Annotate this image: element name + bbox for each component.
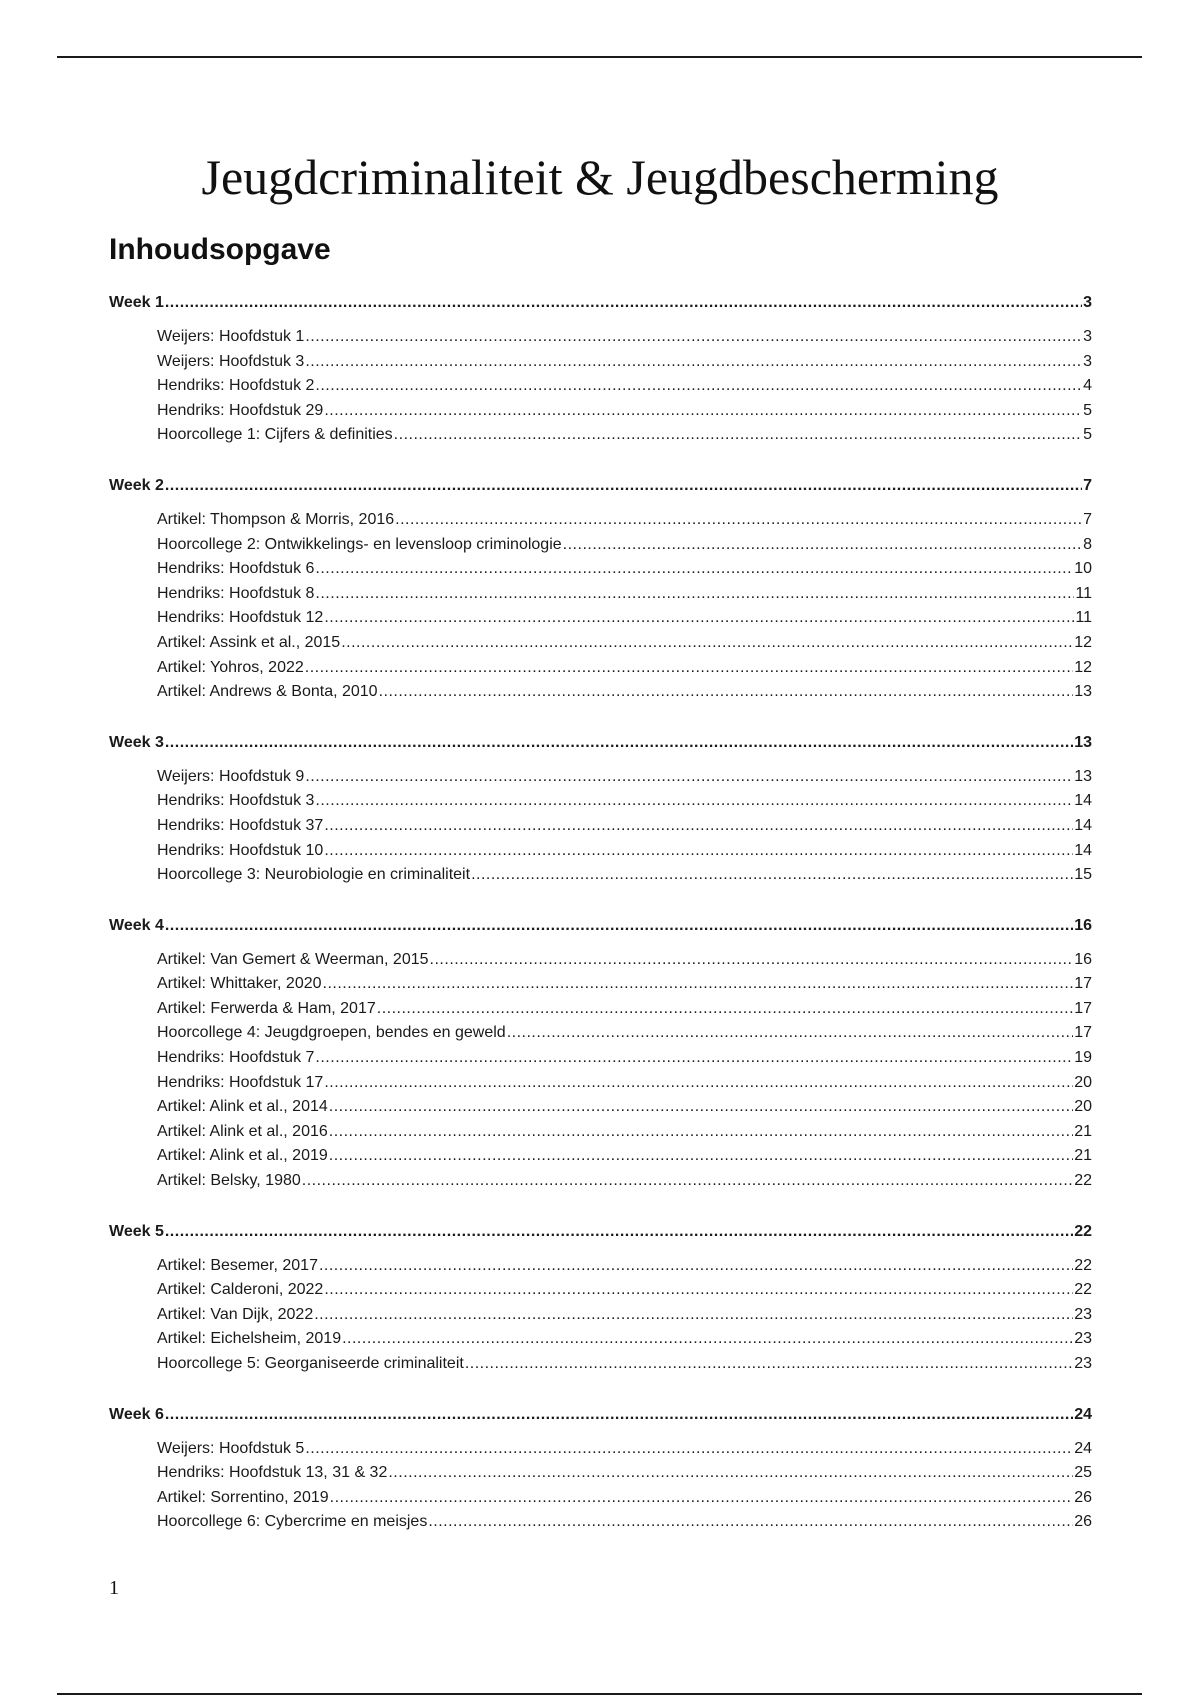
toc-item-entry[interactable] xyxy=(109,814,1092,839)
dot-leader xyxy=(315,557,1073,582)
toc-entry-page: 22 xyxy=(1074,1281,1092,1299)
dot-leader xyxy=(302,1169,1073,1194)
page-number: 1 xyxy=(109,1577,119,1599)
toc-entry-label: Hendriks: Hoofdstuk 12 xyxy=(157,609,324,627)
dot-leader xyxy=(165,474,1082,499)
toc-entry-label: Artikel: Eichelsheim, 2019 xyxy=(157,1330,342,1348)
dot-leader xyxy=(315,582,1074,607)
toc-item-entry[interactable] xyxy=(109,765,1092,790)
toc-entry-label: Week 2 xyxy=(109,476,164,494)
dot-leader xyxy=(430,948,1074,973)
dot-leader xyxy=(329,1095,1073,1120)
toc-item-entry[interactable] xyxy=(109,557,1092,582)
dot-leader xyxy=(465,1352,1073,1377)
toc-week-entry[interactable] xyxy=(109,731,1092,755)
dot-leader xyxy=(324,839,1073,864)
dot-leader xyxy=(315,374,1082,399)
toc-item-entry[interactable] xyxy=(109,423,1092,448)
dot-leader xyxy=(388,1461,1073,1486)
dot-leader xyxy=(324,814,1073,839)
toc-entry-page: 24 xyxy=(1074,1405,1092,1423)
dot-leader xyxy=(314,1303,1073,1328)
toc-entry-page: 3 xyxy=(1083,294,1092,311)
toc-entry-page: 8 xyxy=(1083,535,1092,553)
toc-entry-label: Artikel: Thompson & Morris, 2016 xyxy=(157,510,395,528)
toc-entry-page: 23 xyxy=(1074,1305,1092,1323)
toc-entry-page: 21 xyxy=(1074,1122,1092,1140)
toc-item-entry[interactable] xyxy=(109,656,1092,681)
toc-entry-label: Hendriks: Hoofdstuk 3 xyxy=(157,792,315,810)
toc-item-entry[interactable] xyxy=(109,582,1092,607)
dot-leader xyxy=(563,533,1082,558)
toc-item-entry[interactable] xyxy=(109,1437,1092,1462)
toc-entry-label: Hendriks: Hoofdstuk 29 xyxy=(157,401,324,419)
dot-leader xyxy=(323,972,1074,997)
toc-entry-label: Hendriks: Hoofdstuk 7 xyxy=(157,1049,315,1067)
toc-entry-label: Artikel: Yohros, 2022 xyxy=(157,658,304,676)
toc-item-entry[interactable] xyxy=(109,1486,1092,1511)
toc-entry-label: Artikel: Assink et al., 2015 xyxy=(157,633,341,651)
dot-leader xyxy=(342,1327,1073,1352)
toc-entry-label: Artikel: Andrews & Bonta, 2010 xyxy=(157,683,378,701)
toc-item-entry[interactable] xyxy=(109,325,1092,350)
toc-week-entry[interactable] xyxy=(109,914,1092,938)
toc-entry-label: Hendriks: Hoofdstuk 10 xyxy=(157,841,324,859)
toc-item-entry[interactable] xyxy=(109,606,1092,631)
page-top-rule xyxy=(57,56,1142,58)
toc-entry-label: Hoorcollege 5: Georganiseerde criminaliteit xyxy=(157,1355,464,1372)
toc-entry-page: 21 xyxy=(1074,1147,1092,1165)
toc-entry-label: Artikel: Van Gemert & Weerman, 2015 xyxy=(157,950,429,968)
toc-entry-label: Artikel: Calderoni, 2022 xyxy=(157,1281,324,1299)
toc-entry-label: Hendriks: Hoofdstuk 17 xyxy=(157,1073,324,1091)
toc-entry-page: 22 xyxy=(1074,1222,1092,1240)
toc-item-entry[interactable] xyxy=(109,1278,1092,1303)
toc-entry-page: 16 xyxy=(1074,916,1092,934)
toc-entry-label: Hoorcollege 2: Ontwikkelings- en levensloop criminologie xyxy=(157,535,562,553)
toc-entry-page: 11 xyxy=(1075,609,1092,627)
toc-item-entry[interactable] xyxy=(109,1327,1092,1352)
dot-leader xyxy=(165,731,1073,756)
toc-entry-page: 13 xyxy=(1074,767,1092,785)
toc-entry-page: 14 xyxy=(1074,816,1092,834)
toc-entry-label: Hendriks: Hoofdstuk 6 xyxy=(157,560,315,578)
toc-entry-page: 20 xyxy=(1074,1073,1092,1091)
toc-entry-page: 16 xyxy=(1074,950,1092,968)
toc-entry-page: 4 xyxy=(1083,377,1092,395)
toc-entry-page: 26 xyxy=(1074,1488,1092,1506)
toc-entry-label: Hoorcollege 1: Cijfers & definities xyxy=(157,426,393,444)
toc-entry-label: Hendriks: Hoofdstuk 8 xyxy=(157,584,315,602)
dot-leader xyxy=(379,680,1074,705)
dot-leader xyxy=(165,1403,1073,1428)
toc-item-entry[interactable] xyxy=(109,1254,1092,1279)
toc-entry-page: 23 xyxy=(1074,1330,1092,1348)
toc-item-entry[interactable] xyxy=(109,997,1092,1022)
toc-entry-label: Hendriks: Hoofdstuk 37 xyxy=(157,816,324,834)
toc-entry-label: Week 3 xyxy=(109,733,164,751)
dot-leader xyxy=(341,631,1073,656)
toc-item-entry[interactable] xyxy=(109,533,1092,558)
toc-item-entry[interactable] xyxy=(109,1095,1092,1120)
toc-entry-page: 3 xyxy=(1083,352,1092,370)
dot-leader xyxy=(324,399,1082,424)
toc-entry-page: 5 xyxy=(1083,401,1092,419)
toc-item-entry[interactable] xyxy=(109,508,1092,533)
toc-entry-page: 11 xyxy=(1075,584,1092,602)
toc-entry-page: 7 xyxy=(1083,510,1092,528)
toc-entry-page: 17 xyxy=(1074,999,1092,1017)
dot-leader xyxy=(329,1144,1073,1169)
toc-entry-page: 17 xyxy=(1074,1024,1092,1042)
dot-leader xyxy=(165,914,1073,939)
toc-item-entry[interactable] xyxy=(109,1461,1092,1486)
toc-entry-page: 7 xyxy=(1083,476,1092,494)
toc-entry-page: 5 xyxy=(1083,426,1092,444)
toc-entry-page: 22 xyxy=(1074,1256,1092,1274)
toc-week-entry[interactable] xyxy=(109,291,1092,315)
toc-week-section xyxy=(109,1403,1092,1535)
toc-item-entry[interactable] xyxy=(109,863,1092,888)
toc-item-entry[interactable] xyxy=(109,1169,1092,1194)
toc-item-entry[interactable] xyxy=(109,399,1092,424)
dot-leader xyxy=(324,1278,1073,1303)
toc-entry-page: 12 xyxy=(1074,633,1092,651)
toc-item-entry[interactable] xyxy=(109,1510,1092,1535)
toc-week-section xyxy=(109,914,1092,1194)
dot-leader xyxy=(377,997,1073,1022)
toc-entry-label: Artikel: Besemer, 2017 xyxy=(157,1256,318,1274)
dot-leader xyxy=(305,765,1073,790)
dot-leader xyxy=(165,291,1082,316)
dot-leader xyxy=(394,423,1082,448)
toc-week-section xyxy=(109,291,1092,448)
toc-item-entry[interactable] xyxy=(109,350,1092,375)
toc-heading: Inhoudsopgave xyxy=(109,233,331,266)
dot-leader xyxy=(395,508,1082,533)
toc-entry-label: Hoorcollege 3: Neurobiologie en criminaliteit xyxy=(157,866,471,884)
dot-leader xyxy=(330,1486,1074,1511)
toc-entry-page: 15 xyxy=(1074,866,1092,884)
toc-entry-page: 25 xyxy=(1074,1464,1092,1482)
dot-leader xyxy=(165,1220,1073,1245)
toc-entry-label: Hoorcollege 6: Cybercrime en meisjes xyxy=(157,1513,428,1531)
table-of-contents xyxy=(109,291,1092,1561)
toc-entry-label: Week 4 xyxy=(109,916,164,934)
dot-leader xyxy=(329,1120,1073,1145)
toc-entry-label: Week 6 xyxy=(109,1405,164,1423)
toc-entry-page: 10 xyxy=(1074,560,1092,578)
toc-entry-page: 20 xyxy=(1074,1098,1092,1116)
toc-entry-label: Artikel: Alink et al., 2016 xyxy=(157,1122,328,1140)
toc-entry-page: 14 xyxy=(1074,841,1092,859)
dot-leader xyxy=(471,863,1073,888)
toc-item-entry[interactable] xyxy=(109,948,1092,973)
toc-entry-page: 26 xyxy=(1074,1513,1092,1531)
dot-leader xyxy=(305,325,1082,350)
toc-entry-label: Weijers: Hoofdstuk 1 xyxy=(157,328,305,345)
dot-leader xyxy=(324,606,1074,631)
toc-week-section xyxy=(109,474,1092,705)
toc-week-section xyxy=(109,1220,1092,1377)
dot-leader xyxy=(305,350,1082,375)
toc-item-entry[interactable] xyxy=(109,839,1092,864)
toc-item-entry[interactable] xyxy=(109,1352,1092,1377)
dot-leader xyxy=(507,1021,1074,1046)
toc-entry-page: 17 xyxy=(1074,975,1092,993)
dot-leader xyxy=(305,656,1073,681)
toc-entry-page: 22 xyxy=(1074,1172,1092,1190)
page-bottom-rule xyxy=(57,1693,1142,1695)
dot-leader xyxy=(324,1071,1073,1096)
toc-entry-page: 14 xyxy=(1074,792,1092,810)
dot-leader xyxy=(428,1510,1073,1535)
toc-item-entry[interactable] xyxy=(109,374,1092,399)
dot-leader xyxy=(319,1254,1073,1279)
toc-item-entry[interactable] xyxy=(109,789,1092,814)
toc-entry-page: 12 xyxy=(1074,658,1092,676)
toc-entry-label: Weijers: Hoofdstuk 5 xyxy=(157,1439,305,1457)
toc-entry-label: Hendriks: Hoofdstuk 13, 31 & 32 xyxy=(157,1464,388,1482)
toc-entry-label: Hendriks: Hoofdstuk 2 xyxy=(157,377,315,395)
toc-entry-page: 23 xyxy=(1074,1355,1092,1372)
toc-entry-label: Weijers: Hoofdstuk 9 xyxy=(157,767,305,785)
toc-entry-page: 13 xyxy=(1074,733,1092,751)
toc-item-entry[interactable] xyxy=(109,631,1092,656)
toc-entry-page: 24 xyxy=(1074,1439,1092,1457)
toc-entry-label: Artikel: Sorrentino, 2019 xyxy=(157,1488,329,1506)
toc-week-entry[interactable] xyxy=(109,1220,1092,1244)
toc-item-entry[interactable] xyxy=(109,1046,1092,1071)
toc-entry-label: Week 5 xyxy=(109,1222,164,1240)
toc-item-entry[interactable] xyxy=(109,972,1092,997)
toc-week-entry[interactable] xyxy=(109,474,1092,498)
toc-entry-label: Artikel: Van Dijk, 2022 xyxy=(157,1305,314,1323)
toc-item-entry[interactable] xyxy=(109,1071,1092,1096)
toc-item-entry[interactable] xyxy=(109,1144,1092,1169)
toc-item-entry[interactable] xyxy=(109,1021,1092,1046)
toc-week-section xyxy=(109,731,1092,888)
toc-entry-label: Week 1 xyxy=(109,294,164,311)
dot-leader xyxy=(305,1437,1073,1462)
toc-entry-label: Weijers: Hoofdstuk 3 xyxy=(157,352,305,370)
toc-entry-page: 19 xyxy=(1074,1049,1092,1067)
dot-leader xyxy=(315,789,1073,814)
toc-entry-label: Artikel: Ferwerda & Ham, 2017 xyxy=(157,999,376,1017)
toc-entry-label: Artikel: Belsky, 1980 xyxy=(157,1172,301,1190)
dot-leader xyxy=(315,1046,1073,1071)
toc-entry-label: Artikel: Alink et al., 2014 xyxy=(157,1098,328,1116)
document-title: Jeugdcriminaliteit & Jeugdbescherming xyxy=(201,149,999,205)
toc-entry-label: Artikel: Alink et al., 2019 xyxy=(157,1147,328,1165)
toc-week-entry[interactable] xyxy=(109,1403,1092,1427)
toc-item-entry[interactable] xyxy=(109,1120,1092,1145)
toc-item-entry[interactable] xyxy=(109,1303,1092,1328)
toc-entry-page: 13 xyxy=(1074,683,1092,701)
toc-entry-page: 3 xyxy=(1083,328,1092,345)
toc-entry-label: Hoorcollege 4: Jeugdgroepen, bendes en geweld xyxy=(157,1024,506,1042)
toc-item-entry[interactable] xyxy=(109,680,1092,705)
toc-entry-label: Artikel: Whittaker, 2020 xyxy=(157,975,322,993)
